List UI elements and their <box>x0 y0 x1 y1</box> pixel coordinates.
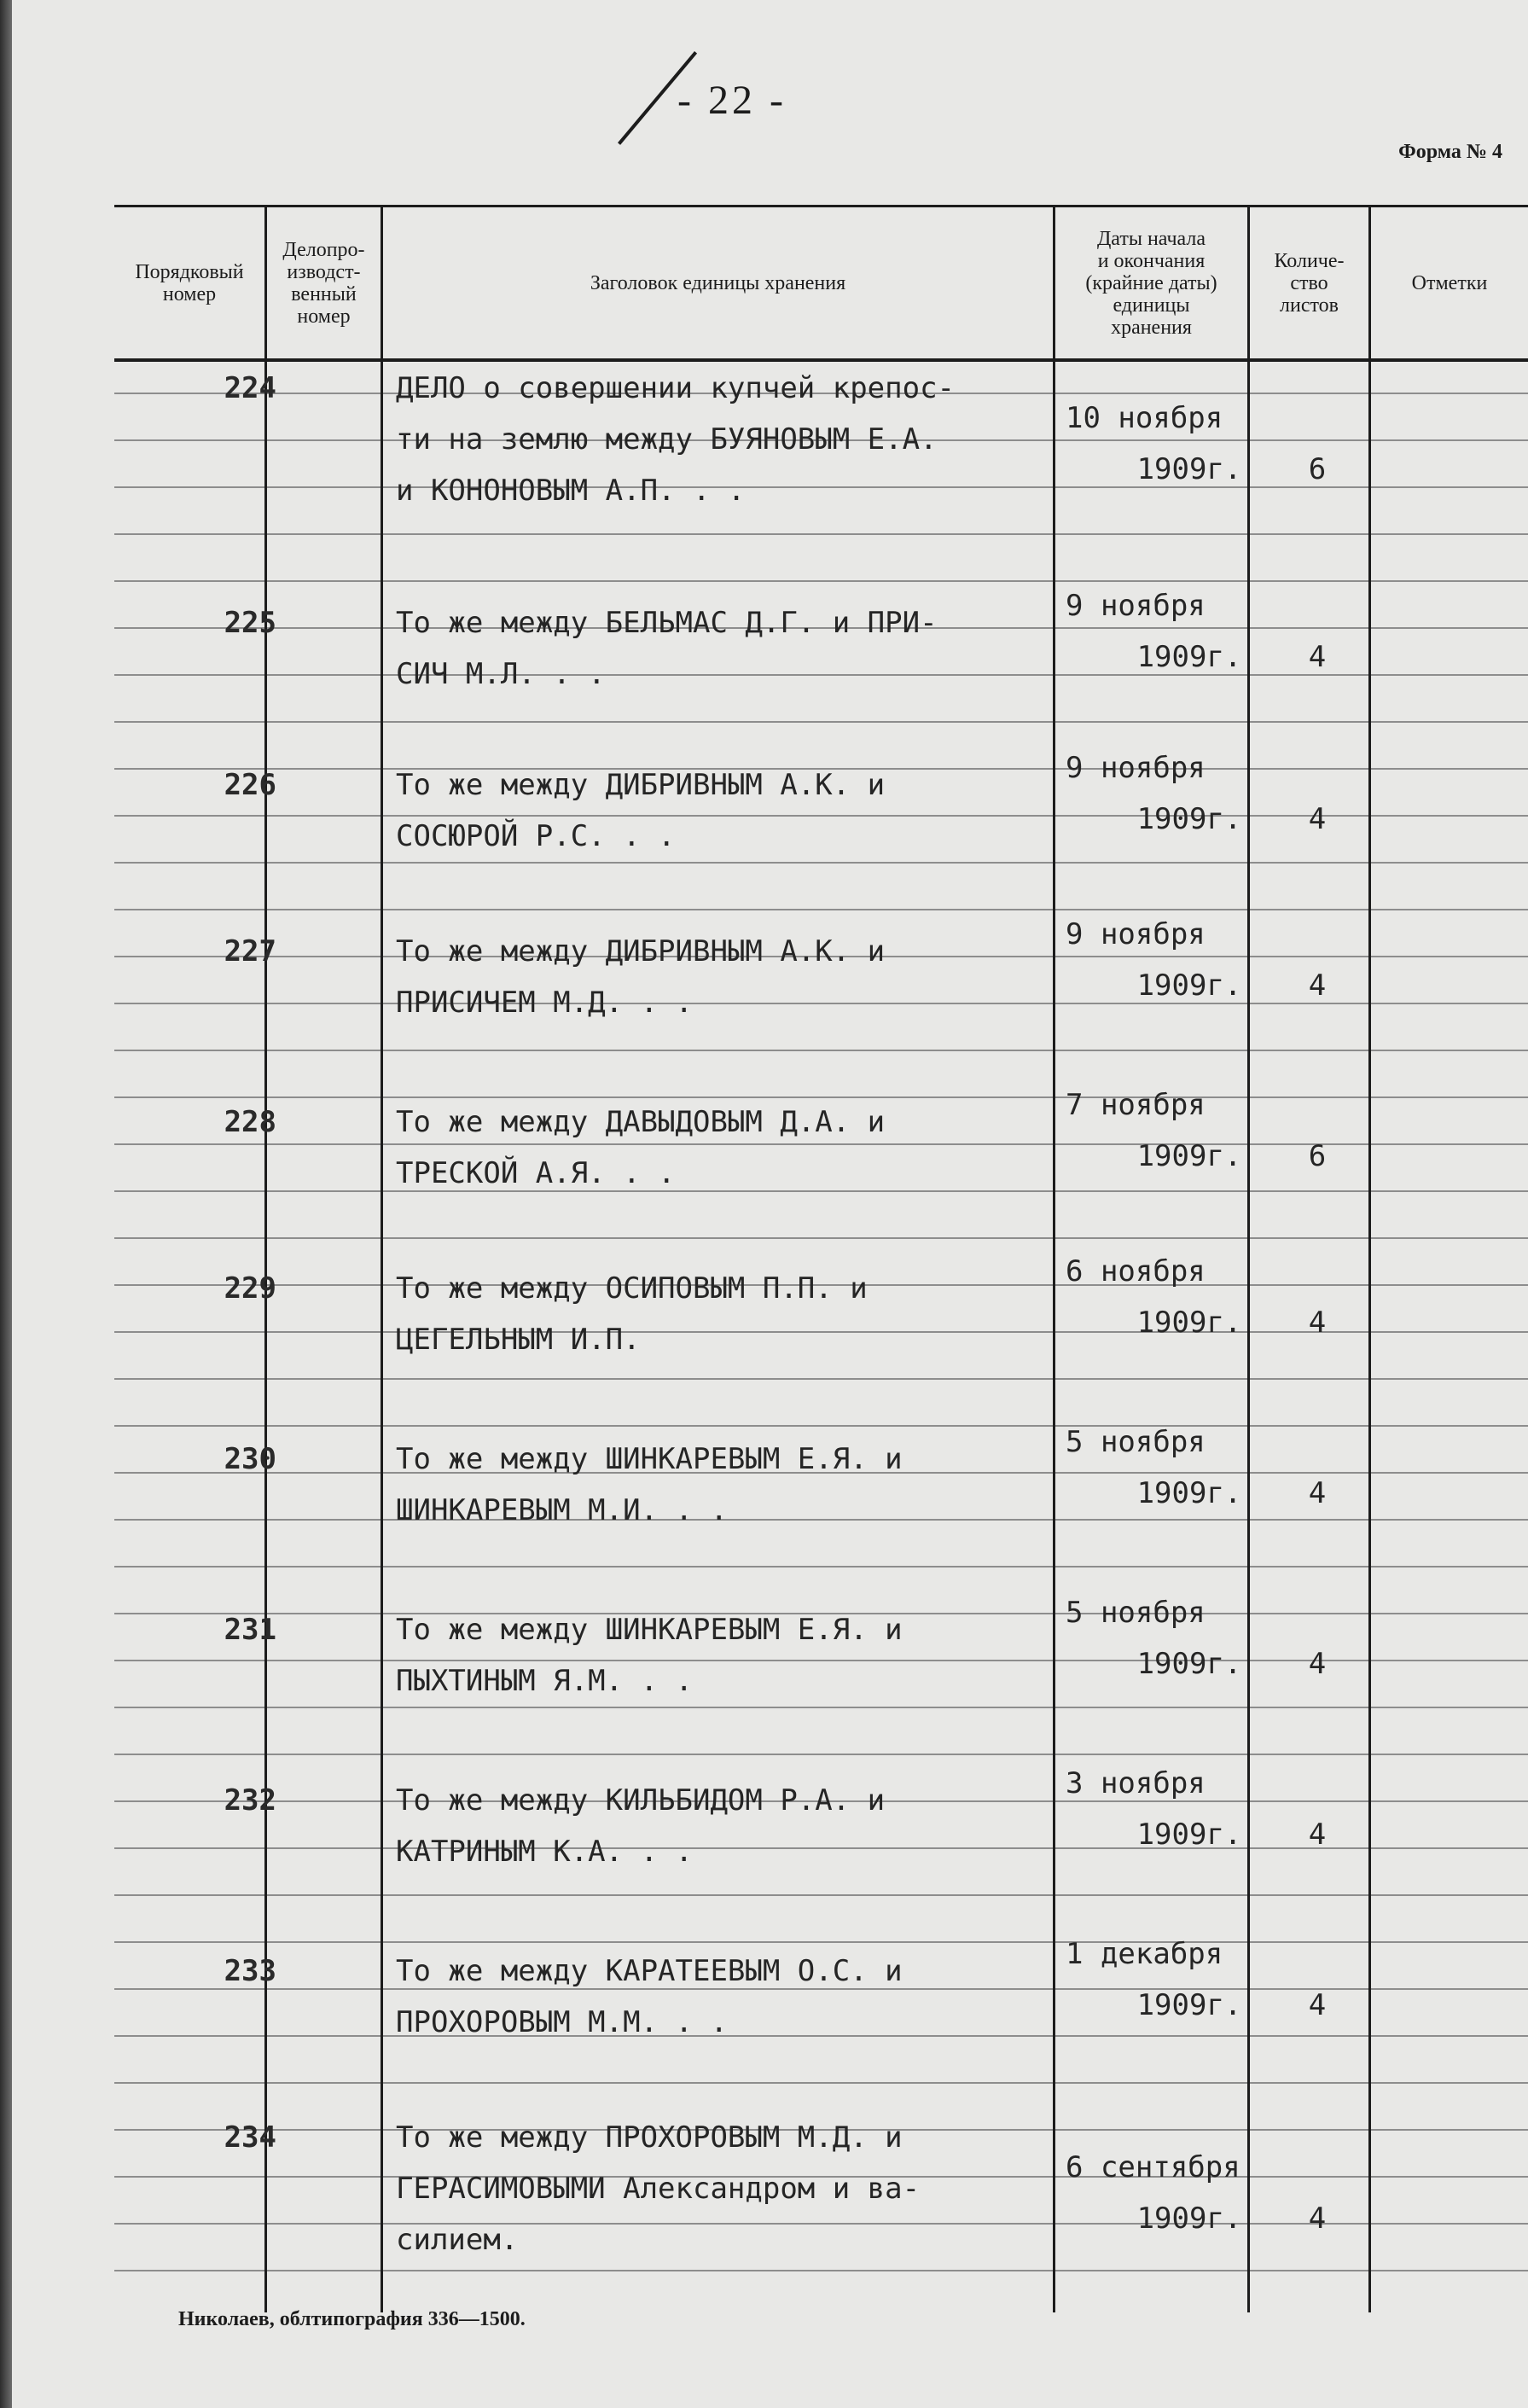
ruled-line <box>1055 674 1247 676</box>
entry-year: 1909г. <box>1136 1818 1242 1852</box>
ruled-line <box>1371 2082 1528 2084</box>
ruled-line <box>114 721 264 723</box>
ruled-line <box>383 1894 1053 1896</box>
ruled-line <box>1371 862 1528 864</box>
ruled-line <box>1055 1472 1247 1474</box>
ruled-line <box>1371 2223 1528 2225</box>
ruled-line <box>1371 1331 1528 1333</box>
ruled-line <box>383 533 1053 535</box>
ruled-line <box>267 1331 381 1333</box>
ruled-line <box>267 1613 381 1614</box>
entry-date: 7 ноября <box>1066 1088 1206 1122</box>
ruled-line <box>267 1847 381 1849</box>
ruled-line <box>114 2035 264 2037</box>
ruled-line <box>267 1988 381 1990</box>
ruled-line <box>383 1143 1053 1145</box>
entry-year: 1909г. <box>1136 640 1242 674</box>
ruled-line <box>1055 580 1247 582</box>
ruled-line <box>267 721 381 723</box>
ruled-line <box>114 1331 264 1333</box>
entry-title-line: СОСЮРОЙ Р.С. . . <box>396 819 676 853</box>
ruled-line <box>1055 2082 1247 2084</box>
table-header-bottom-border <box>114 358 1528 362</box>
ruled-line <box>383 721 1053 723</box>
entry-date: 9 ноября <box>1066 751 1206 785</box>
ruled-line <box>267 1284 381 1286</box>
entry-title-line: То же между КАРАТЕЕВЫМ О.С. и <box>396 1954 903 1988</box>
ruled-line <box>1055 862 1247 864</box>
ruled-line <box>267 2035 381 2037</box>
ruled-line <box>114 1425 264 1427</box>
ruled-line <box>1371 815 1528 817</box>
entry-sheet-count: 6 <box>1308 1139 1327 1173</box>
ruled-line <box>1250 2035 1368 2037</box>
ruled-line <box>267 1472 381 1474</box>
ruled-line <box>267 627 381 629</box>
ruled-line <box>114 2082 264 2084</box>
ruled-line <box>114 674 264 676</box>
ruled-line <box>383 1050 1053 1051</box>
ruled-line <box>1055 2035 1247 2037</box>
ruled-line <box>1371 1096 1528 1098</box>
ruled-line <box>1250 956 1368 957</box>
ruled-line <box>1055 1566 1247 1568</box>
ruled-line <box>267 909 381 910</box>
entry-number: 229 <box>224 1271 276 1306</box>
entry-title-line: То же между ДИБРИВНЫМ А.К. и <box>396 934 886 968</box>
ruled-line <box>267 2270 381 2271</box>
ruled-line <box>267 1941 381 1943</box>
ruled-line <box>1250 2082 1368 2084</box>
ruled-line <box>1250 1707 1368 1708</box>
ruled-line <box>267 956 381 957</box>
sheet-edge <box>0 0 12 2408</box>
ruled-line <box>267 1519 381 1521</box>
ruled-line <box>114 1707 264 1708</box>
entry-title-line: ПРИСИЧЕМ М.Д. . . <box>396 986 693 1020</box>
ruled-line <box>1371 1988 1528 1990</box>
entry-year: 1909г. <box>1136 2202 1242 2236</box>
ruled-line <box>114 1894 264 1896</box>
ruled-line <box>1250 862 1368 864</box>
ruled-line <box>114 815 264 817</box>
ruled-line <box>1055 2270 1247 2271</box>
ruled-line <box>1250 1566 1368 1568</box>
ruled-line <box>383 1707 1053 1708</box>
ruled-line <box>114 2223 264 2225</box>
ruled-line <box>267 1378 381 1380</box>
ruled-line <box>114 1519 264 1521</box>
printer-footer: Николаев, облтипография 336—1500. <box>178 2308 526 2330</box>
ruled-line <box>1250 2129 1368 2131</box>
ruled-line <box>383 580 1053 582</box>
ruled-line <box>1371 2035 1528 2037</box>
entry-date: 1 декабря <box>1066 1937 1223 1971</box>
ruled-line <box>1250 674 1368 676</box>
ruled-line <box>267 1754 381 1755</box>
entry-sheet-count: 4 <box>1308 1647 1327 1681</box>
ruled-line <box>267 1566 381 1568</box>
ruled-line <box>383 1660 1053 1661</box>
ruled-line <box>1055 393 1247 394</box>
ruled-line <box>1250 1800 1368 1802</box>
ruled-line <box>1055 1707 1247 1708</box>
ruled-line <box>1371 1237 1528 1239</box>
page-number: - 22 - <box>677 78 787 123</box>
ruled-line <box>1250 1003 1368 1004</box>
entry-title-line: То же между БЕЛЬМАС Д.Г. и ПРИ- <box>396 606 938 640</box>
entry-year: 1909г. <box>1136 802 1242 836</box>
ruled-line <box>383 815 1053 817</box>
entry-number: 224 <box>224 371 276 405</box>
entry-sheet-count: 4 <box>1308 1476 1327 1510</box>
ruled-line <box>383 1378 1053 1380</box>
ruled-line <box>1371 1566 1528 1568</box>
entry-date: 10 ноября <box>1066 401 1223 435</box>
ruled-line <box>1371 1472 1528 1474</box>
ruled-line <box>267 1425 381 1427</box>
ruled-line <box>1371 486 1528 488</box>
document-sheet <box>12 0 1528 2408</box>
form-label: Форма № 4 <box>1398 141 1502 163</box>
entry-title-line: силием. <box>396 2223 519 2257</box>
entry-date: 3 ноября <box>1066 1766 1206 1800</box>
ruled-line <box>1055 627 1247 629</box>
entry-title-line: ДЕЛО о совершении купчей крепос- <box>396 371 956 405</box>
entry-number: 231 <box>224 1613 276 1647</box>
ruled-line <box>1250 909 1368 910</box>
entry-title-line: и КОНОНОВЫМ А.П. . . <box>396 474 746 508</box>
ruled-line <box>1055 1378 1247 1380</box>
entry-year: 1909г. <box>1136 1647 1242 1681</box>
ruled-line <box>1250 393 1368 394</box>
column-divider-1 <box>264 205 267 2312</box>
ruled-line <box>267 2082 381 2084</box>
entry-number: 232 <box>224 1783 276 1818</box>
ruled-line <box>114 486 264 488</box>
ruled-line <box>383 862 1053 864</box>
ruled-line <box>383 1754 1053 1755</box>
ruled-line <box>1250 1378 1368 1380</box>
ruled-line <box>1371 1800 1528 1802</box>
entry-date: 5 ноября <box>1066 1425 1206 1459</box>
entry-year: 1909г. <box>1136 968 1242 1003</box>
ruled-line <box>1371 533 1528 535</box>
ruled-line <box>1055 1754 1247 1755</box>
entry-date: 6 ноября <box>1066 1254 1206 1288</box>
ruled-line <box>1055 1519 1247 1521</box>
ruled-line <box>267 815 381 817</box>
ruled-line <box>267 1707 381 1708</box>
ruled-line <box>383 1566 1053 1568</box>
ruled-line <box>1250 1754 1368 1755</box>
ruled-line <box>1055 956 1247 957</box>
ruled-line <box>383 909 1053 910</box>
ruled-line <box>114 1050 264 1051</box>
entry-sheet-count: 4 <box>1308 968 1327 1003</box>
ruled-line <box>1371 439 1528 441</box>
ruled-line <box>267 533 381 535</box>
ruled-line <box>1055 1050 1247 1051</box>
ruled-line <box>1371 2176 1528 2178</box>
column-divider-2 <box>381 205 383 2312</box>
ruled-line <box>114 1566 264 1568</box>
ruled-line <box>1250 1894 1368 1896</box>
entry-title-line: То же между ДИБРИВНЫМ А.К. и <box>396 768 886 802</box>
ruled-line <box>267 768 381 770</box>
ruled-line <box>114 1988 264 1990</box>
ruled-line <box>1371 1519 1528 1521</box>
entry-title-line: То же между ШИНКАРЕВЫМ Е.Я. и <box>396 1442 903 1476</box>
ruled-line <box>1371 1425 1528 1427</box>
entry-number: 227 <box>224 934 276 968</box>
entry-title-line: КАТРИНЫМ К.А. . . <box>396 1835 693 1869</box>
entry-sheet-count: 4 <box>1308 640 1327 674</box>
ruled-line <box>267 1894 381 1896</box>
ruled-line <box>1371 1941 1528 1943</box>
ruled-line <box>1371 1050 1528 1051</box>
ruled-line <box>383 1096 1053 1098</box>
header-unit-title: Заголовок единицы хранения <box>590 271 846 294</box>
header-serial-number: Порядковый номер <box>135 260 244 305</box>
ruled-line <box>1250 580 1368 582</box>
header-notes: Отметки <box>1411 271 1488 294</box>
ruled-line <box>383 1190 1053 1192</box>
ruled-line <box>1371 674 1528 676</box>
entry-year: 1909г. <box>1136 452 1242 486</box>
entry-sheet-count: 4 <box>1308 1818 1327 1852</box>
entry-title-line: То же между ДАВЫДОВЫМ Д.А. и <box>396 1105 886 1139</box>
ruled-line <box>1055 486 1247 488</box>
ruled-line <box>267 674 381 676</box>
ruled-line <box>1371 768 1528 770</box>
ruled-line <box>267 1096 381 1098</box>
entry-number: 230 <box>224 1442 276 1476</box>
ruled-line <box>114 1754 264 1755</box>
ruled-line <box>1250 627 1368 629</box>
ruled-line <box>1055 721 1247 723</box>
ruled-line <box>1371 1754 1528 1755</box>
ruled-line <box>114 1378 264 1380</box>
ruled-line <box>1371 393 1528 394</box>
ruled-line <box>1055 1237 1247 1239</box>
entry-title-line: То же между ПРОХОРОВЫМ М.Д. и <box>396 2120 903 2155</box>
ruled-line <box>1371 1143 1528 1145</box>
header-sheet-count: Количе- ство листов <box>1274 249 1345 317</box>
ruled-line <box>1371 1707 1528 1708</box>
entry-title-line: ТРЕСКОЙ А.Я. . . <box>396 1156 676 1190</box>
ruled-line <box>114 862 264 864</box>
ruled-line <box>1371 721 1528 723</box>
entry-date: 9 ноября <box>1066 917 1206 951</box>
ruled-line <box>267 1800 381 1802</box>
ruled-line <box>114 1003 264 1004</box>
ruled-line <box>114 1941 264 1943</box>
entry-title-line: ПЫХТИНЫМ Я.М. . . <box>396 1664 693 1698</box>
entry-year: 1909г. <box>1136 1988 1242 2022</box>
ruled-line <box>267 2176 381 2178</box>
ruled-line <box>383 2082 1053 2084</box>
ruled-line <box>383 1237 1053 1239</box>
ruled-line <box>1250 1472 1368 1474</box>
ruled-line <box>114 909 264 910</box>
ruled-line <box>1055 439 1247 441</box>
entry-sheet-count: 4 <box>1308 1306 1327 1340</box>
entry-title-line: ШИНКАРЕВЫМ М.И. . . <box>396 1493 728 1527</box>
entry-title-line: ГЕРАСИМОВЫМИ Александром и ва- <box>396 2172 921 2206</box>
ruled-line <box>1371 1190 1528 1192</box>
ruled-line <box>1055 1894 1247 1896</box>
entry-title-line: То же между ОСИПОВЫМ П.П. и <box>396 1271 868 1306</box>
entry-sheet-count: 6 <box>1308 452 1327 486</box>
entry-year: 1909г. <box>1136 1476 1242 1510</box>
ruled-line <box>114 1143 264 1145</box>
entry-year: 1909г. <box>1136 1139 1242 1173</box>
ruled-line <box>267 1050 381 1051</box>
entry-sheet-count: 4 <box>1308 802 1327 836</box>
ruled-line <box>1055 1800 1247 1802</box>
ruled-line <box>114 533 264 535</box>
entry-date: 5 ноября <box>1066 1596 1206 1630</box>
ruled-line <box>1055 2129 1247 2131</box>
ruled-line <box>114 1237 264 1239</box>
entry-title-line: СИЧ М.Л. . . <box>396 657 606 691</box>
entry-number: 226 <box>224 768 276 802</box>
ruled-line <box>1055 533 1247 535</box>
ruled-line <box>1055 1003 1247 1004</box>
ruled-line <box>114 1847 264 1849</box>
ruled-line <box>1250 533 1368 535</box>
ruled-line <box>267 486 381 488</box>
ruled-line <box>267 1237 381 1239</box>
ruled-line <box>1250 1519 1368 1521</box>
entry-number: 234 <box>224 2120 276 2155</box>
ruled-line <box>383 1941 1053 1943</box>
entry-sheet-count: 4 <box>1308 1988 1327 2022</box>
ruled-line <box>114 580 264 582</box>
ruled-line <box>1371 2129 1528 2131</box>
ruled-line <box>1250 1190 1368 1192</box>
header-office-number: Делопро- изводст- венный номер <box>282 238 365 328</box>
ruled-line <box>1371 1284 1528 1286</box>
ruled-line <box>1250 2270 1368 2271</box>
ruled-line <box>267 1143 381 1145</box>
ruled-line <box>1250 439 1368 441</box>
ruled-line <box>1371 1894 1528 1896</box>
ruled-line <box>1250 486 1368 488</box>
ruled-line <box>1371 909 1528 910</box>
ruled-line <box>1371 580 1528 582</box>
ruled-line <box>267 439 381 441</box>
entry-title-line: То же между ШИНКАРЕВЫМ Е.Я. и <box>396 1613 903 1647</box>
ruled-line <box>1371 1660 1528 1661</box>
entry-title-line: То же между КИЛЬБИДОМ Р.А. и <box>396 1783 886 1818</box>
ruled-line <box>383 1988 1053 1990</box>
entry-title-line: ти на землю между БУЯНОВЫМ Е.А. <box>396 422 938 457</box>
entry-title-line: ПРОХОРОВЫМ М.М. . . <box>396 2005 728 2039</box>
ruled-line <box>1371 1847 1528 1849</box>
ruled-line <box>1055 1190 1247 1192</box>
entry-number: 228 <box>224 1105 276 1139</box>
ruled-line <box>383 1425 1053 1427</box>
entry-date: 9 ноября <box>1066 589 1206 623</box>
ruled-line <box>114 1660 264 1661</box>
entry-number: 225 <box>224 606 276 640</box>
ruled-line <box>1371 1378 1528 1380</box>
ruled-line <box>1055 909 1247 910</box>
ruled-line <box>267 1003 381 1004</box>
ruled-line <box>114 1190 264 1192</box>
ruled-line <box>1371 1003 1528 1004</box>
ruled-line <box>267 2129 381 2131</box>
entry-year: 1909г. <box>1136 1306 1242 1340</box>
ruled-line <box>267 1190 381 1192</box>
ruled-line <box>1250 1237 1368 1239</box>
entry-number: 233 <box>224 1954 276 1988</box>
ruled-line <box>114 439 264 441</box>
ruled-line <box>383 2270 1053 2271</box>
ruled-line <box>267 2223 381 2225</box>
ruled-line <box>267 393 381 394</box>
ruled-line <box>1250 1050 1368 1051</box>
ruled-line <box>114 2176 264 2178</box>
entry-sheet-count: 4 <box>1308 2202 1327 2236</box>
entry-date: 6 сентября <box>1066 2150 1240 2184</box>
ruled-line <box>1371 956 1528 957</box>
ruled-line <box>267 862 381 864</box>
ruled-line <box>1250 721 1368 723</box>
ruled-line <box>114 1096 264 1098</box>
ruled-line <box>1371 627 1528 629</box>
entry-title-line: ЦЕГЕЛЬНЫМ И.П. <box>396 1323 641 1357</box>
header-dates: Даты начала и окончания (крайние даты) единицы хранения <box>1085 227 1217 339</box>
ruled-line <box>1371 1613 1528 1614</box>
ruled-line <box>267 580 381 582</box>
ruled-line <box>1371 2270 1528 2271</box>
ruled-line <box>267 1660 381 1661</box>
ruled-line <box>114 2270 264 2271</box>
column-divider-3 <box>1053 205 1055 2312</box>
